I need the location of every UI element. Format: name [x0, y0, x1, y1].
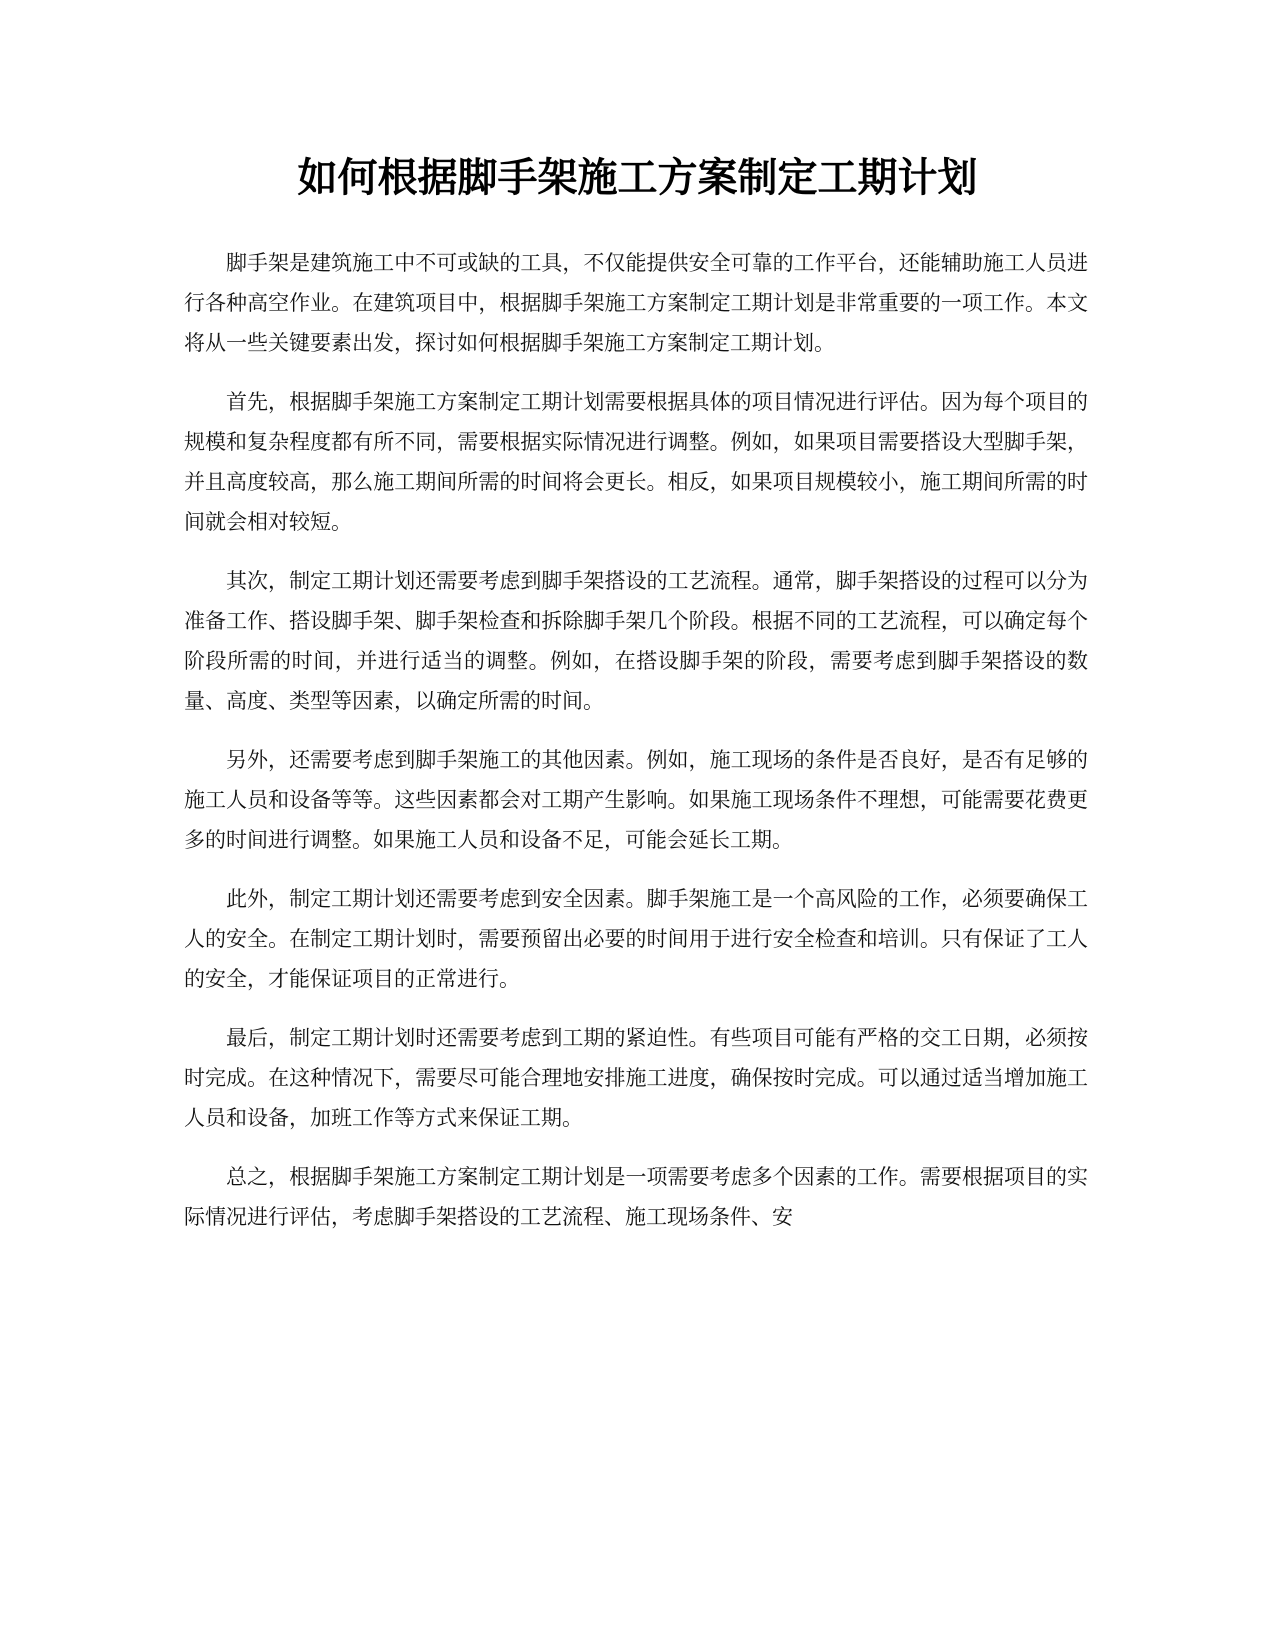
paragraph-4: 另外，还需要考虑到脚手架施工的其他因素。例如，施工现场的条件是否良好，是否有足够的施工人员和设备等等。这些因素都会对工期产生影响。如果施工现场条件不理想，可能需要花费更多的时间进行调整。如果施工人员和设备不足，可能会延长工期。	[184, 748, 1088, 852]
paragraph-5: 此外，制定工期计划还需要考虑到安全因素。脚手架施工是一个高风险的工作，必须要确保工人的安全。在制定工期计划时，需要预留出必要的时间用于进行安全检查和培训。只有保证了工人的安全，才能保证项目的正常进行。	[184, 887, 1088, 991]
document-title: 如何根据脚手架施工方案制定工期计划	[297, 155, 978, 201]
paragraph-6: 最后，制定工期计划时还需要考虑到工期的紧迫性。有些项目可能有严格的交工日期，必须按时完成。在这种情况下，需要尽可能合理地安排施工进度，确保按时完成。可以通过适当增加施工人员和设备，加班工作等方式来保证工期。	[184, 1026, 1088, 1130]
paragraph-7: 总之，根据脚手架施工方案制定工期计划是一项需要考虑多个因素的工作。需要根据项目的实际情况进行评估，考虑脚手架搭设的工艺流程、施工现场条件、安	[184, 1165, 1088, 1229]
document-body	[184, 243, 1088, 1503]
paragraph-3: 其次，制定工期计划还需要考虑到脚手架搭设的工艺流程。通常，脚手架搭设的过程可以分为准备工作、搭设脚手架、脚手架检查和拆除脚手架几个阶段。根据不同的工艺流程，可以确定每个阶段所需的时间，并进行适当的调整。例如，在搭设脚手架的阶段，需要考虑到脚手架搭设的数量、高度、类型等因素，以确定所需的时间。	[184, 569, 1088, 713]
paragraph-1: 脚手架是建筑施工中不可或缺的工具，不仅能提供安全可靠的工作平台，还能辅助施工人员进行各种高空作业。在建筑项目中，根据脚手架施工方案制定工期计划是非常重要的一项工作。本文将从一些关键要素出发，探讨如何根据脚手架施工方案制定工期计划。	[184, 251, 1088, 355]
paragraph-2: 首先，根据脚手架施工方案制定工期计划需要根据具体的项目情况进行评估。因为每个项目的规模和复杂程度都有所不同，需要根据实际情况进行调整。例如，如果项目需要搭设大型脚手架，并且高度较高，那么施工期间所需的时间将会更长。相反，如果项目规模较小，施工期间所需的时间就会相对较短。	[184, 390, 1088, 534]
